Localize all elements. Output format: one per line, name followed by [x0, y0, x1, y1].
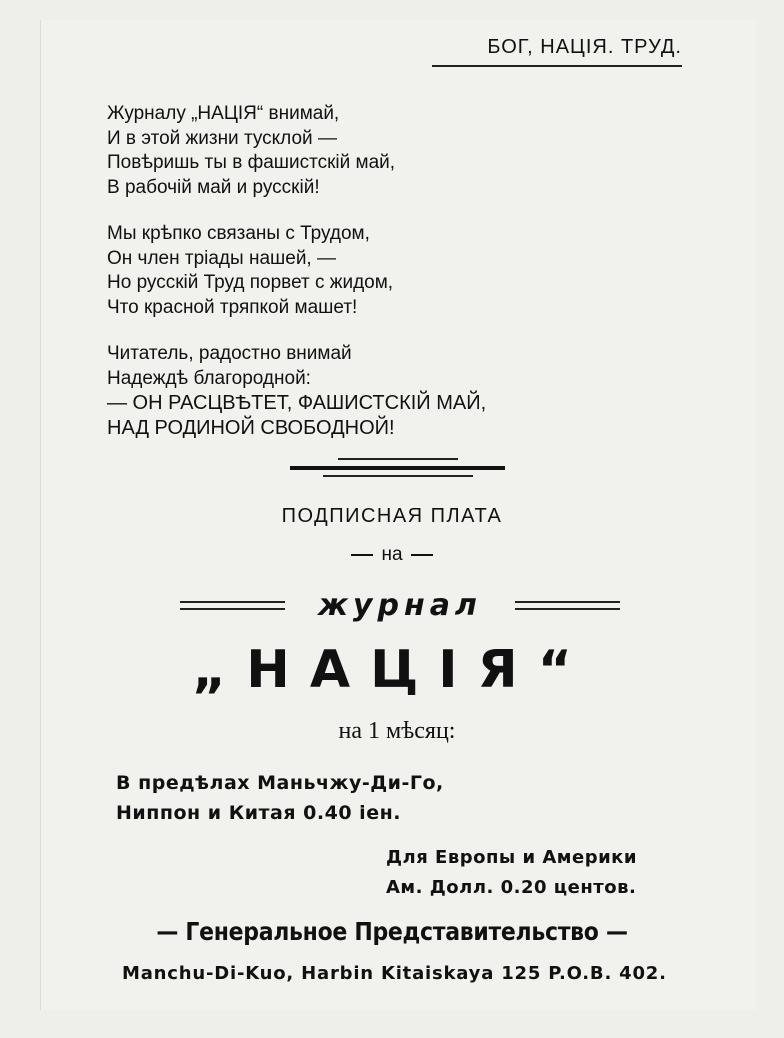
divider-line [338, 458, 458, 460]
journal-name: „НАЦIЯ“ [192, 640, 592, 700]
poem-stanza-1 [107, 102, 667, 200]
poem-line: — ОН РАСЦВѢТЕТ, ФАШИСТСКIЙ МАЙ, [107, 392, 487, 414]
price-line: Для Европы и Америки [386, 847, 638, 868]
poem-line: Мы крѣпко связаны с Трудом, [107, 223, 370, 244]
motto-header: БОГ, НАЦIЯ. ТРУД. [432, 36, 682, 67]
price-abroad [386, 843, 746, 903]
poem-line: Но русскiй Труд порвет с жидом, [107, 272, 394, 293]
subscription-on: на [381, 544, 403, 565]
divider-line [290, 466, 505, 470]
poem-line: НАД РОДИНОЙ СВОБОДНОЙ! [107, 416, 395, 439]
subscription-period: на 1 мѣсяц: [338, 718, 456, 744]
divider-line [323, 475, 473, 477]
poem-line: В рабочiй май и русскiй! [107, 176, 320, 198]
postal-address: Manchu-Di-Kuo, Harbin Kitaiskaya 125 P.O.B. 402. [122, 963, 667, 984]
poem-line: Надеждѣ благородной: [107, 367, 311, 389]
dash-ornament [411, 554, 433, 556]
journal-row [180, 585, 620, 625]
poem-line: Что красной тряпкой машет! [107, 296, 358, 318]
poem-line: И в этой жизни тусклой — [107, 127, 337, 149]
price-line: Ниппон и Китая 0.40 iен. [116, 802, 401, 824]
dash-ornament [351, 554, 373, 556]
price-line: В предѣлах Маньчжу-Ди-Го, [116, 772, 444, 794]
price-local [116, 768, 616, 828]
poem-line: Журналу „НАЦIЯ“ внимай, [107, 103, 340, 124]
double-rule-right [515, 596, 620, 615]
poem-line: Повѣришь ты в фашистскiй май, [107, 152, 396, 173]
poem-stanza-3 [107, 342, 667, 440]
journal-label: журнал [318, 587, 482, 623]
poem [107, 102, 667, 462]
poem-stanza-2 [107, 222, 667, 320]
poem-line: Он член трiады нашей, — [107, 247, 336, 269]
double-rule-left [180, 596, 285, 615]
price-line: Ам. Долл. 0.20 центов. [386, 877, 637, 898]
subscription-title: ПОДПИСНАЯ ПЛАТА [281, 505, 503, 527]
subscription-on-line [0, 544, 784, 566]
poem-line: Читатель, радостно внимай [107, 343, 352, 364]
section-divider [290, 458, 505, 477]
agency-heading: — Генеральное Представительство — [156, 918, 628, 947]
